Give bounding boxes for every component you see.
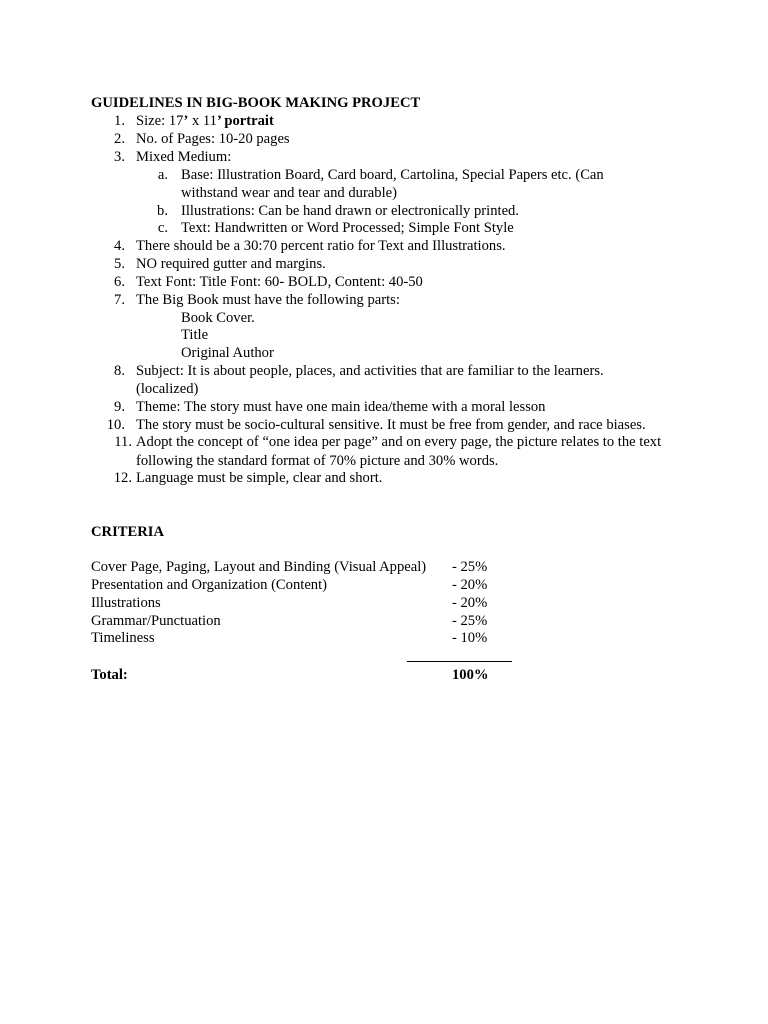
sub-list-item: Base: Illustration Board, Card board, Cartolina, Special Papers etc. (Can [181, 167, 604, 183]
list-item: Mixed Medium: [136, 149, 232, 165]
criteria-label: Cover Page, Paging, Layout and Binding (Visual Appeal) [91, 559, 427, 575]
sub-list-item: Text: Handwritten or Word Processed; Simple Font Style [181, 220, 514, 236]
book-part: Book Cover. [181, 310, 255, 326]
criteria-heading: CRITERIA [91, 524, 164, 540]
criteria-label: Illustrations [91, 595, 161, 611]
criteria-label: Timeliness [91, 630, 155, 646]
total-value: 100% [452, 667, 489, 683]
list-item-continued: (localized) [136, 381, 199, 397]
list-item: Theme: The story must have one main idea/theme with a moral lesson [136, 399, 546, 415]
sub-list-letter: b. [157, 203, 168, 219]
list-item: No. of Pages: 10-20 pages [136, 131, 290, 147]
sub-list-letter: a. [157, 167, 168, 183]
list-number: 6. [114, 274, 125, 290]
criteria-label: Grammar/Punctuation [91, 613, 221, 629]
list-number: 1. [114, 113, 125, 129]
list-number: 2. [114, 131, 125, 147]
criteria-label: Presentation and Organization (Content) [91, 577, 328, 593]
sub-list-item-continued: withstand wear and tear and durable) [181, 185, 397, 201]
list-item: The story must be socio-cultural sensitive. It must be free from gender, and race biases. [136, 417, 646, 433]
book-part: Title [181, 327, 209, 343]
criteria-value: - 20% [452, 577, 488, 593]
list-number: 4. [114, 238, 125, 254]
list-item: NO required gutter and margins. [136, 256, 326, 272]
list-item: Text Font: Title Font: 60- BOLD, Content: 40-50 [136, 274, 423, 290]
list-number: 7. [114, 292, 125, 308]
criteria-value: - 25% [452, 613, 488, 629]
list-number: 8. [114, 363, 125, 379]
book-part: Original Author [181, 345, 274, 361]
sub-list-item: Illustrations: Can be hand drawn or electronically printed. [181, 203, 519, 219]
criteria-value: - 10% [452, 630, 488, 646]
list-item-size: Size: 17’ x 11’ portrait [136, 113, 274, 129]
list-item: The Big Book must have the following parts: [136, 292, 400, 308]
list-item: Language must be simple, clear and short. [136, 470, 383, 486]
list-item: Subject: It is about people, places, and activities that are familiar to the learners. [136, 363, 604, 379]
list-item: There should be a 30:70 percent ratio for Text and Illustrations. [136, 238, 506, 254]
document-title: GUIDELINES IN BIG-BOOK MAKING PROJECT [91, 95, 421, 111]
list-number: 9. [114, 399, 125, 415]
total-label: Total: [91, 667, 128, 683]
criteria-value: - 20% [452, 595, 488, 611]
list-number: 12. [113, 470, 132, 486]
criteria-value: - 25% [452, 559, 488, 575]
total-divider [407, 661, 512, 662]
list-item: Adopt the concept of “one idea per page” and on every page, the picture relates to the text [136, 434, 662, 450]
sub-list-letter: c. [157, 220, 168, 236]
list-number: 11. [114, 434, 132, 450]
list-item-continued: following the standard format of 70% picture and 30% words. [136, 453, 499, 469]
list-number: 5. [114, 256, 125, 272]
list-number: 10. [106, 417, 125, 433]
list-number: 3. [114, 149, 125, 165]
